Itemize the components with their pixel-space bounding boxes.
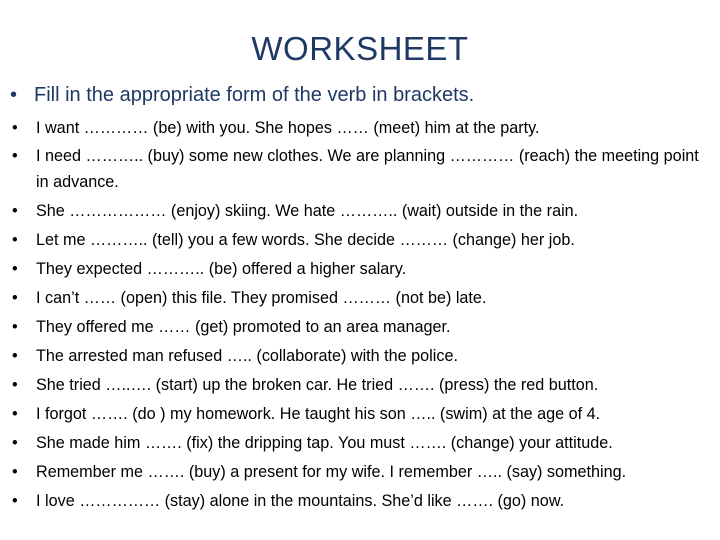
exercise-text: Remember me ……. (buy) a present for my wife. I remember ….. (say) something. (36, 463, 627, 481)
exercise-item (0, 371, 720, 400)
page-title: WORKSHEET (251, 30, 469, 67)
exercise-item (0, 143, 720, 195)
exercise-item (0, 284, 720, 313)
exercise-text: She tried …..…. (start) up the broken car. He tried ……. (press) the red button. (36, 376, 599, 394)
bullet-icon: • (12, 289, 18, 307)
exercise-item (0, 487, 720, 516)
bullet-icon: • (12, 318, 18, 336)
bullet-icon: • (12, 347, 18, 365)
exercise-item (0, 313, 720, 342)
bullet-icon: • (12, 463, 18, 481)
exercise-text: They expected ……….. (be) offered a higher salary. (36, 260, 407, 278)
bullet-icon: • (12, 202, 18, 220)
exercise-item (0, 400, 720, 429)
instruction-line (10, 84, 474, 107)
bullet-icon: • (12, 405, 18, 423)
bullet-icon: • (10, 84, 18, 106)
exercise-item (0, 429, 720, 458)
exercise-item (0, 342, 720, 371)
bullet-icon: • (12, 260, 18, 278)
exercise-text: I can’t …… (open) this file. They promised ……… (not be) late. (36, 289, 487, 307)
exercise-item (0, 255, 720, 284)
bullet-icon: • (12, 119, 18, 137)
bullet-icon: • (12, 492, 18, 510)
exercise-item (0, 226, 720, 255)
exercise-text: I forgot ……. (do ) my homework. He taught his son ….. (swim) at the age of 4. (36, 405, 601, 423)
bullet-icon: • (12, 231, 18, 249)
exercise-text: She made him ……. (fix) the dripping tap. You must ……. (change) your attitude. (36, 434, 613, 452)
exercise-text: She ……………… (enjoy) skiing. We hate ……….. (wait) outside in the rain. (36, 202, 579, 220)
exercise-item (0, 114, 720, 143)
exercise-item (0, 458, 720, 487)
exercise-text: I love …………… (stay) alone in the mountains. She’d like ……. (go) now. (36, 492, 565, 510)
instruction-text: Fill in the appropriate form of the verb in brackets. (34, 84, 475, 106)
exercise-list (0, 114, 720, 516)
bullet-icon: • (12, 434, 18, 452)
exercise-text: The arrested man refused ….. (collaborate) with the police. (36, 347, 458, 365)
exercise-text: I want ………… (be) with you. She hopes …… (meet) him at the party. (36, 119, 540, 137)
exercise-text: Let me ……….. (tell) you a few words. She decide ……… (change) her job. (36, 231, 575, 249)
bullet-icon: • (12, 147, 18, 165)
bullet-icon: • (12, 376, 18, 394)
exercise-item (0, 197, 720, 226)
exercise-text: They offered me …… (get) promoted to an area manager. (36, 318, 451, 336)
exercise-text: I need ……….. (buy) some new clothes. We are planning ………… (reach) the meeting point in advance. (36, 147, 699, 191)
